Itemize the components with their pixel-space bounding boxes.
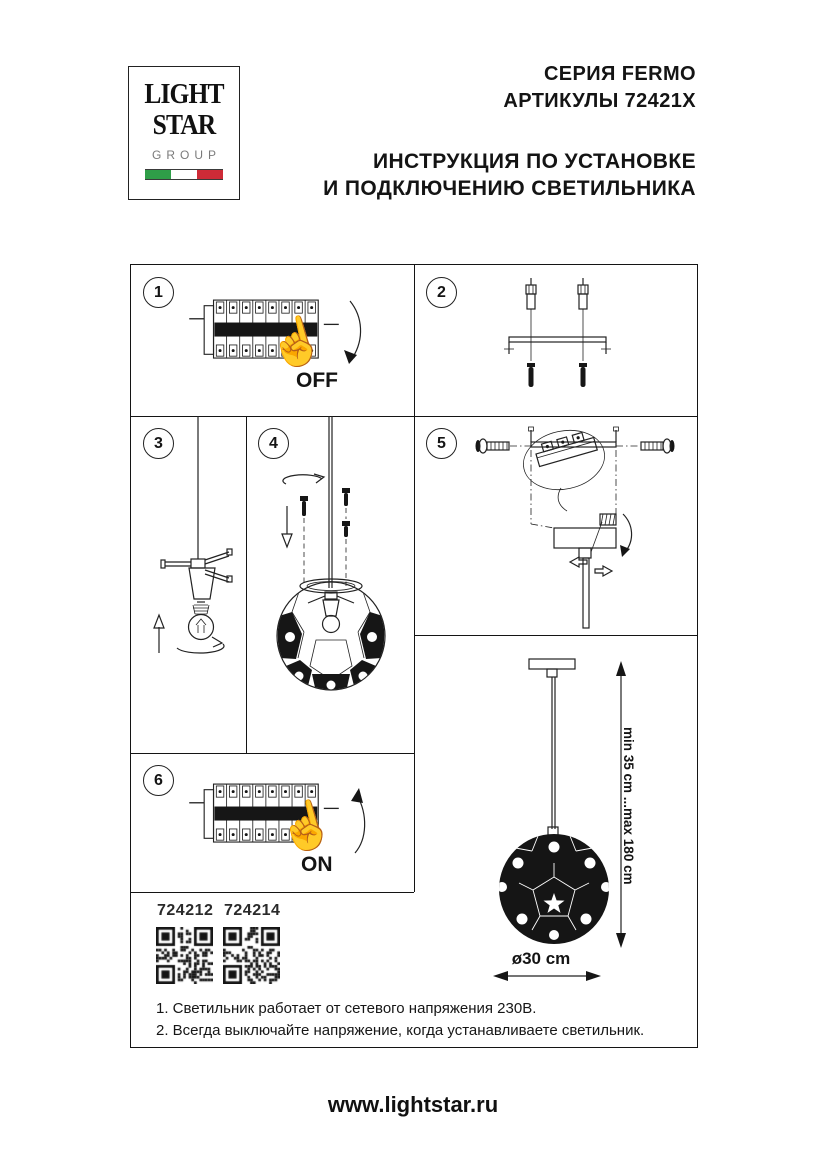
- instruction-title-line1: ИНСТРУКЦИЯ ПО УСТАНОВКЕ: [372, 150, 696, 173]
- logo-word-star: STAR: [152, 109, 216, 141]
- anchor-screw-left: [526, 278, 536, 387]
- shade-ball: [277, 579, 385, 699]
- light-bulb: [189, 602, 214, 640]
- series-title-block: [503, 61, 696, 115]
- step-5-panel: [414, 416, 697, 635]
- diameter-dimension-line: [493, 971, 601, 981]
- divider-step6-bottom: [131, 892, 414, 893]
- canopy: [554, 528, 616, 628]
- spider-bracket: [161, 549, 232, 582]
- instruction-title-block: [323, 148, 696, 202]
- note-line-1: 1. Светильник работает от сетевого напряжения 230В.: [156, 1000, 537, 1017]
- step-number-badge: 4: [258, 428, 289, 459]
- side-screw-right: [616, 439, 675, 453]
- down-arrow: [282, 506, 292, 547]
- qr-code-724212: [156, 927, 213, 984]
- adjust-arrows: [570, 514, 632, 576]
- qr-label-2: 724214: [224, 902, 281, 919]
- terminal-detail-balloon: [518, 423, 610, 511]
- step-number-badge: 1: [143, 277, 174, 308]
- pointing-hand-icon: ☝: [261, 309, 331, 375]
- side-screw-left: [476, 439, 532, 453]
- canopy-install-illustration: [414, 416, 697, 635]
- breaker-on-illustration: [131, 753, 414, 892]
- step-number-badge: 3: [143, 428, 174, 459]
- grub-screw: [591, 514, 616, 552]
- step-6-panel: [131, 753, 414, 892]
- anchor-screw-right: [578, 278, 588, 387]
- safety-notes: [156, 998, 644, 1042]
- qr-label-1: 724212: [157, 902, 214, 919]
- mounting-bracket: [504, 337, 611, 354]
- shade-screws: [300, 488, 350, 586]
- step-2-panel: [414, 265, 697, 416]
- on-label: ON: [301, 853, 333, 876]
- logo-word-group: GROUP: [151, 148, 221, 162]
- step-4-panel: [246, 416, 414, 753]
- pendant-dimensions-panel: [414, 635, 697, 985]
- qr-code-724214: [223, 927, 280, 984]
- up-arrow: [154, 615, 164, 653]
- step-number-badge: 2: [426, 277, 457, 308]
- off-label: OFF: [296, 369, 338, 392]
- bulb-install-illustration: [131, 416, 246, 753]
- step-number-badge: 5: [426, 428, 457, 459]
- step-1-panel: [131, 265, 414, 416]
- step-3-panel: [131, 416, 246, 753]
- lightstar-logo: [128, 66, 240, 200]
- diagram-frame: [130, 264, 698, 1048]
- note-line-2: 2. Всегда выключайте напряжение, когда устанавливаете светильник.: [156, 1022, 645, 1039]
- height-range-label: min 35 cm ...max 180 cm: [621, 727, 636, 885]
- pendant-dimensions-illustration: [414, 635, 697, 985]
- italian-flag-stripe: [145, 169, 223, 180]
- ceiling-plate: [529, 659, 575, 677]
- shade-install-illustration: [246, 416, 414, 753]
- diameter-label: ø30 cm: [511, 949, 571, 968]
- logo-word-light: LIGHT: [144, 78, 224, 110]
- instruction-title-line2: И ПОДКЛЮЧЕНИЮ СВЕТИЛЬНИКА: [323, 177, 696, 200]
- shade-ball-black: [497, 830, 611, 945]
- pointing-hand-icon: ☝: [271, 793, 341, 859]
- articles-title: АРТИКУЛЫ 72421X: [503, 90, 696, 112]
- step-number-badge: 6: [143, 765, 174, 796]
- footer-website: www.lightstar.ru: [327, 1092, 499, 1117]
- series-title: СЕРИЯ FERMO: [543, 63, 696, 85]
- rotate-arrow: [283, 474, 324, 484]
